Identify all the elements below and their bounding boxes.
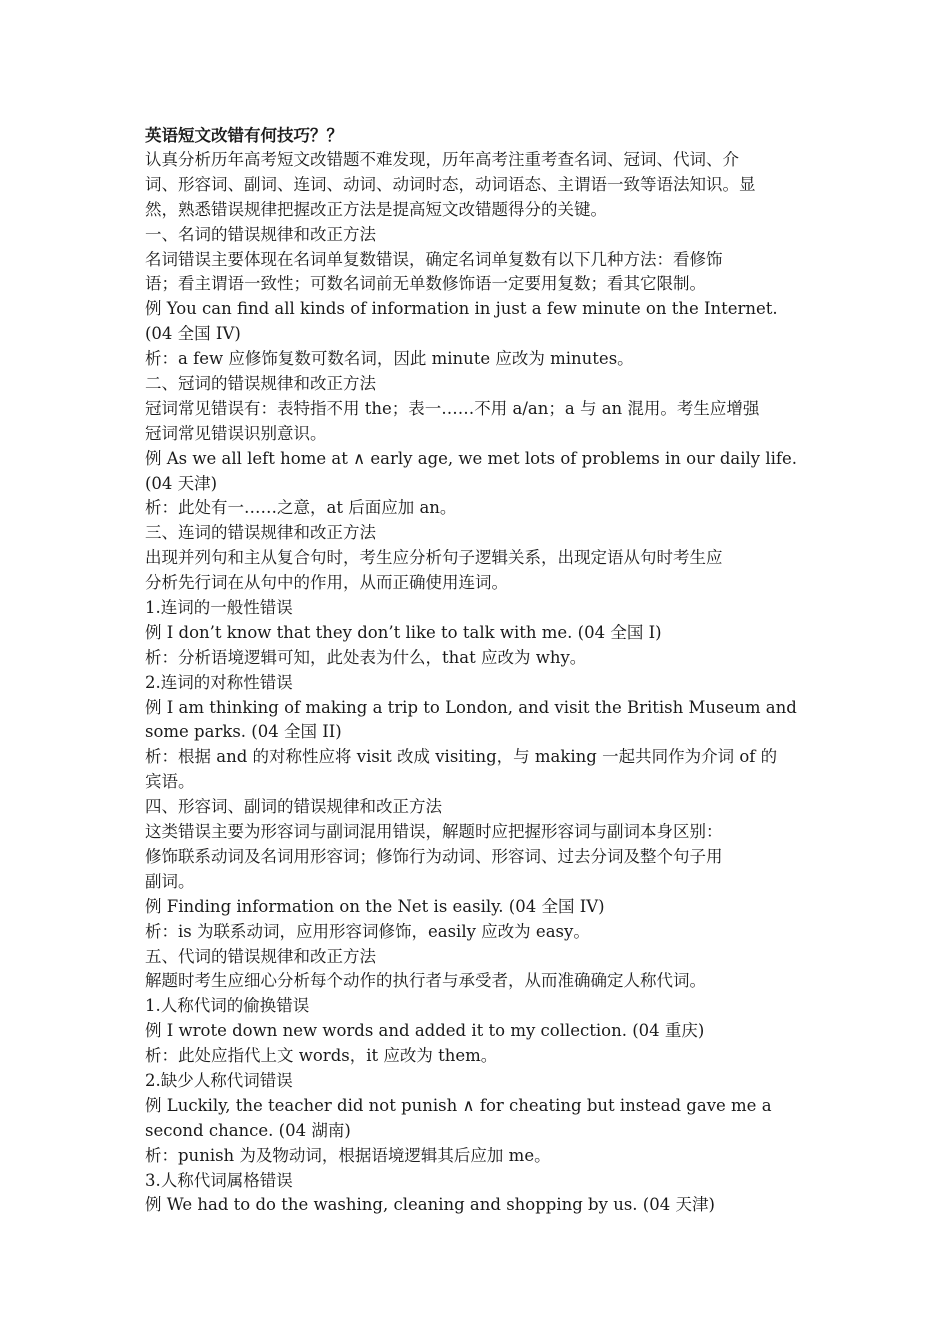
body-line: 二、冠词的错误规律和改正方法 [145,374,376,394]
body-line: 例 Finding information on the Net is easily. (04 全国 IV) [145,896,605,916]
body-line: 2.缺少人称代词错误 [145,1070,293,1090]
body-line: 1.连词的一般性错误 [145,598,293,618]
body-line: 析：punish 为及物动词，根据语境逻辑其后应加 me。 [145,1145,551,1165]
body-line: (04 天津) [145,473,218,493]
body-line: 例 I wrote down new words and added it to my collection. (04 重庆) [145,1021,705,1041]
body-line: 语；看主谓语一致性；可数名词前无单数修饰语一定要用复数；看其它限制。 [145,274,706,294]
body-line: 宾语。 [145,772,195,792]
body-line: 析：分析语境逻辑可知，此处表为什么，that 应改为 why。 [145,647,587,667]
body-line: 副词。 [145,871,195,891]
body-line: 冠词常见错误识别意识。 [145,423,327,443]
body-line: 析：此处有一……之意，at 后面应加 an。 [145,498,457,518]
body-line: 析：is 为联系动词，应用形容词修饰，easily 应改为 easy。 [145,921,590,941]
body-line: 然，熟悉错误规律把握改正方法是提高短文改错题得分的关键。 [145,199,607,219]
body-line: 析：根据 and 的对称性应将 visit 改成 visiting，与 making 一起共同作为介词 of 的 [145,747,778,767]
body-line: 修饰联系动词及名词用形容词；修饰行为动词、形容词、过去分词及整个句子用 [145,846,723,866]
body-line: some parks. (04 全国 II) [145,722,342,742]
body-line: second chance. (04 湖南) [145,1120,351,1140]
body-line: 五、代词的错误规律和改正方法 [145,946,376,966]
body-line: 认真分析历年高考短文改错题不难发现，历年高考注重考查名词、冠词、代词、介 [145,150,739,169]
body-line: 冠词常见错误有：表特指不用 the；表一……不用 a/an；a 与 an 混用。考生应增强 [145,398,760,418]
body-line: 例 I am thinking of making a trip to London, and visit the British Museum and [145,697,797,717]
document-title: 英语短文改错有何技巧？？ [145,126,343,145]
body-line: 例 I don’t know that they don’t like to talk with me. (04 全国 I) [145,622,662,642]
body-line: 2.连词的对称性错误 [145,672,293,692]
body-line: 三、连词的错误规律和改正方法 [145,523,376,543]
body-line: 解题时考生应细心分析每个动作的执行者与承受者，从而准确确定人称代词。 [145,971,706,991]
body-line: 3.人称代词属格错误 [145,1170,293,1190]
body-line: 词、形容词、副词、连词、动词、动词时态，动词语态、主谓语一致等语法知识。显 [145,174,756,194]
body-line: 一、名词的错误规律和改正方法 [145,224,376,244]
body-line: 名词错误主要体现在名词单复数错误，确定名词单复数有以下几种方法：看修饰 [145,249,723,269]
document-body [145,148,810,1218]
body-line: 1.人称代词的偷换错误 [145,996,310,1016]
body-line: 例 You can find all kinds of information in just a few minute on the Internet. [145,299,778,319]
body-line: 四、形容词、副词的错误规律和改正方法 [145,797,442,817]
body-line: 例 We had to do the washing, cleaning and shopping by us. (04 天津) [145,1195,715,1215]
body-line: 分析先行词在从句中的作用，从而正确使用连词。 [145,573,508,593]
body-line: 例 Luckily, the teacher did not punish ∧ for cheating but instead gave me a [145,1095,772,1115]
body-line: 析：此处应指代上文 words，it 应改为 them。 [145,1046,498,1066]
body-line: 出现并列句和主从复合句时，考生应分析句子逻辑关系，出现定语从句时考生应 [145,548,723,568]
body-line: 析：a few 应修饰复数可数名词，因此 minute 应改为 minutes。 [145,349,634,369]
body-line: (04 全国 IV) [145,324,241,344]
body-line: 这类错误主要为形容词与副词混用错误，解题时应把握形容词与副词本身区别： [145,822,723,842]
body-line: 例 As we all left home at ∧ early age, we met lots of problems in our daily life. [145,448,798,468]
